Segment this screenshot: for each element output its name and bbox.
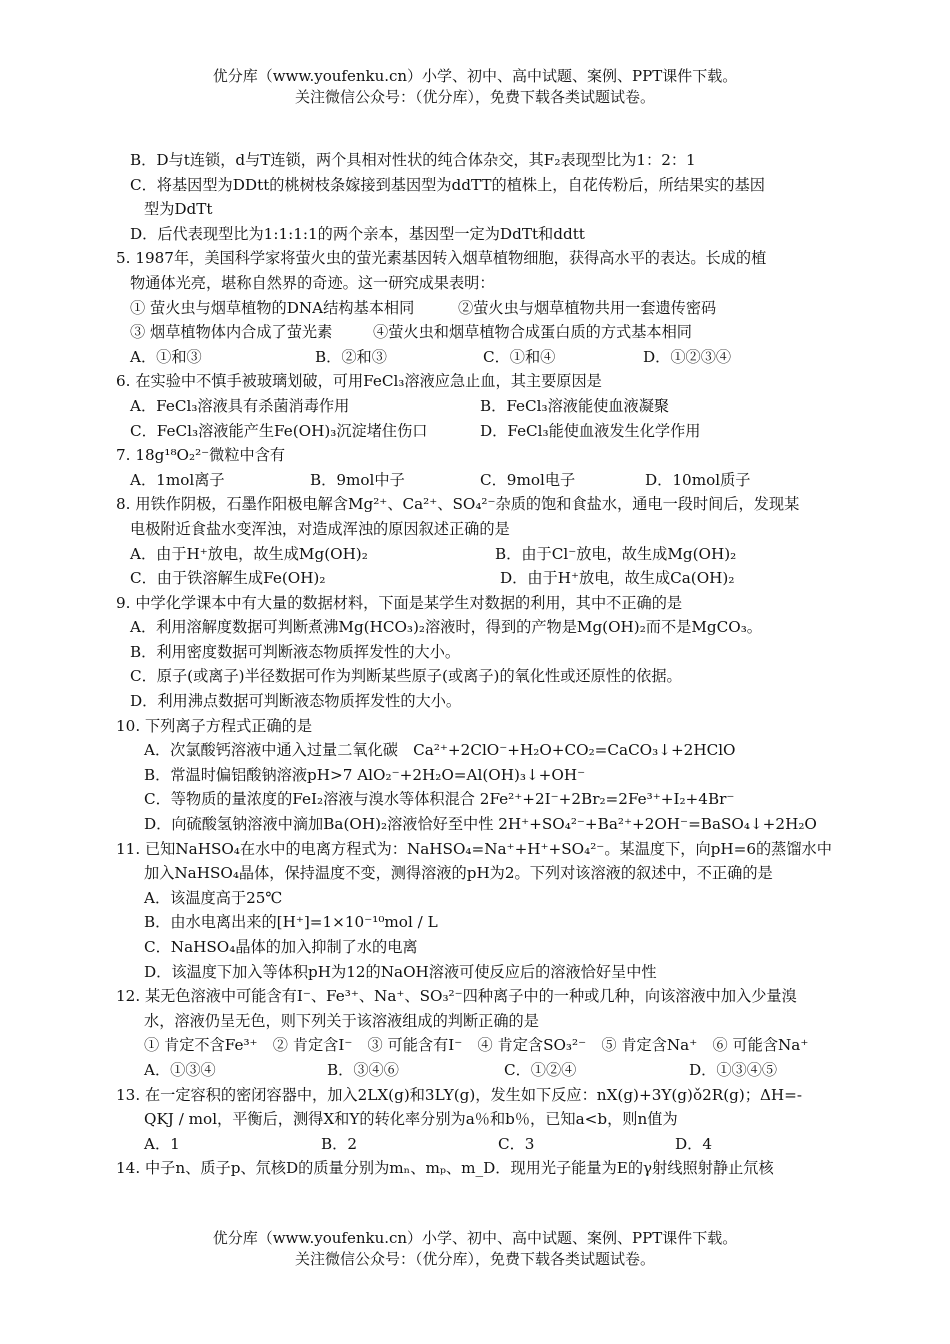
q13-option-a: A．1 (144, 1134, 180, 1153)
q12-stem: 12. 某无色溶液中可能含有I⁻、Fe³⁺、Na⁺、SO₃²⁻四种离子中的一种或几种，向该溶液中加入少量溴 (116, 987, 797, 1006)
q10-option-d: D．向硫酸氢钠溶液中滴加Ba(OH)₂溶液恰好至中性 2H⁺+SO₄²⁻+Ba²⁺+2OH⁻=BaSO₄↓+2H₂O (144, 815, 817, 834)
exam-content (116, 148, 838, 1181)
q13-options (116, 1132, 838, 1157)
q6-options-row2 (116, 419, 838, 444)
header-line-1: 优分库（www.youfenku.cn）小学、初中、高中试题、案例、PPT课件下载。 (212, 67, 738, 85)
q7-options (116, 468, 838, 493)
q4-option-c: C．将基因型为DDtt的桃树枝条嫁接到基因型为ddTT的植株上，自花传粉后，所结果实的基因 (130, 175, 765, 194)
q10-stem: 10. 下列离子方程式正确的是 (116, 716, 313, 735)
q8-options-row1 (116, 542, 838, 567)
q10-option-b: B．常温时偏铝酸钠溶液pH>7 AlO₂⁻+2H₂O=Al(OH)₃↓+OH⁻ (144, 765, 586, 784)
q8-option-d: D．由于H⁺放电，故生成Ca(OH)₂ (500, 569, 735, 588)
q12-stem-cont: 水，溶液仍呈无色，则下列关于该溶液组成的判断正确的是 (144, 1011, 539, 1030)
q5-stem-cont: 物通体光亮，堪称自然界的奇迹。这一研究成果表明： (130, 273, 495, 292)
q12-option-a: A．①③④ (144, 1060, 216, 1079)
q6-option-d: D．FeCl₃能使血液发生化学作用 (480, 421, 701, 440)
q8-options-row2 (116, 566, 838, 591)
q12-options (116, 1058, 838, 1083)
q8-option-a: A．由于H⁺放电，故生成Mg(OH)₂ (130, 544, 368, 563)
q7-option-a: A．1mol离子 (130, 470, 225, 489)
header-line-2: 关注微信公众号：（优分库），免费下载各类试题试卷。 (294, 88, 655, 106)
q6-option-c: C．FeCl₃溶液能产生Fe(OH)₃沉淀堵住伤口 (130, 421, 428, 440)
q6-option-a: A．FeCl₃溶液具有杀菌消毒作用 (130, 396, 350, 415)
q6-options-row1 (116, 394, 838, 419)
page-footer (0, 1228, 950, 1270)
q8-stem-cont: 电极附近食盐水变浑浊，对造成浑浊的原因叙述正确的是 (130, 519, 510, 538)
q5-stem: 5. 1987年，美国科学家将萤火虫的萤光素基因转入烟草植物细胞，获得高水平的表达。长成的植 (116, 249, 767, 268)
q7-stem: 7. 18g¹⁸O₂²⁻微粒中含有 (116, 446, 286, 465)
q9-stem: 9. 中学化学课本中有大量的数据材料，下面是某学生对数据的利用，其中不正确的是 (116, 593, 683, 612)
page-header (0, 66, 950, 108)
q9-option-d: D．利用沸点数据可判断液态物质挥发性的大小。 (130, 692, 462, 711)
q5-statement-1: ① 萤火虫与烟草植物的DNA结构基本相同 (130, 298, 415, 317)
q9-option-b: B．利用密度数据可判断液态物质挥发性的大小。 (130, 642, 461, 661)
q5-statement-3: ③ 烟草植物体内合成了萤光素 (130, 323, 333, 342)
q4-option-d: D．后代表现型比为1:1:1:1的两个亲本，基因型一定为DdTt和ddtt (130, 224, 585, 243)
q5-statement-2: ②萤火虫与烟草植物共用一套遗传密码 (458, 298, 717, 317)
footer-line-2: 关注微信公众号：（优分库），免费下载各类试题试卷。 (294, 1250, 655, 1268)
q12-option-d: D．①③④⑤ (689, 1060, 778, 1079)
q8-option-c: C．由于铁溶解生成Fe(OH)₂ (130, 569, 326, 588)
q9-option-a: A．利用溶解度数据可判断煮沸Mg(HCO₃)₂溶液时，得到的产物是Mg(OH)₂而不是MgCO₃。 (130, 618, 762, 637)
q5-options (116, 345, 838, 370)
q10-option-c: C．等物质的量浓度的FeI₂溶液与溴水等体积混合 2Fe²⁺+2I⁻+2Br₂=2Fe³⁺+I₂+4Br⁻ (144, 790, 735, 809)
q5-option-c: C．①和④ (483, 347, 556, 366)
q8-stem: 8. 用铁作阴极，石墨作阳极电解含Mg²⁺、Ca²⁺、SO₄²⁻杂质的饱和食盐水，通电一段时间后，发现某 (116, 495, 800, 514)
q5-statements-row2 (116, 320, 838, 345)
q6-stem: 6. 在实验中不慎手被玻璃划破，可用FeCl₃溶液应急止血，其主要原因是 (116, 372, 602, 391)
q11-option-d: D．该温度下加入等体积pH为12的NaOH溶液可使反应后的溶液恰好呈中性 (144, 962, 657, 981)
q8-option-b: B．由于Cl⁻放电，故生成Mg(OH)₂ (495, 544, 737, 563)
q5-statements-row1 (116, 296, 838, 321)
q13-stem: 13. 在一定容积的密闭容器中，加入2LX(g)和3LY(g)，发生如下反应：nX(g)+3Y(g)ǒ2R(g)；ΔH=- (116, 1085, 803, 1104)
footer-line-1: 优分库（www.youfenku.cn）小学、初中、高中试题、案例、PPT课件下载。 (212, 1229, 738, 1247)
q13-option-c: C．3 (498, 1134, 535, 1153)
q12-option-b: B．③④⑥ (327, 1060, 399, 1079)
q7-option-c: C．9mol电子 (480, 470, 576, 489)
q13-option-d: D．4 (675, 1134, 713, 1153)
q12-option-c: C．①②④ (504, 1060, 577, 1079)
q9-option-c: C．原子(或离子)半径数据可作为判断某些原子(或离子)的氧化性或还原性的依据。 (130, 667, 682, 686)
q11-option-b: B．由水电离出来的[H⁺]=1×10⁻¹⁰mol / L (144, 913, 438, 932)
q7-option-b: B．9mol中子 (310, 470, 405, 489)
q11-stem: 11. 已知NaHSO₄在水中的电离方程式为：NaHSO₄=Na⁺+H⁺+SO₄²⁻。某温度下，向pH=6的蒸馏水中 (116, 839, 832, 858)
q10-option-a: A．次氯酸钙溶液中通入过量二氧化碳 Ca²⁺+2ClO⁻+H₂O+CO₂=CaCO₃↓+2HClO (144, 741, 736, 760)
q11-option-a: A．该温度高于25℃ (144, 888, 283, 907)
q4-option-c-cont: 型为DdTt (144, 200, 213, 219)
q7-option-d: D．10mol质子 (645, 470, 751, 489)
q13-stem-cont: QKJ / mol，平衡后，测得X和Y的转化率分别为a％和b％，已知a<b，则n值为 (144, 1110, 678, 1129)
q12-statements: ① 肯定不含Fe³⁺ ② 肯定含I⁻ ③ 可能含有I⁻ ④ 肯定含SO₃²⁻ ⑤ 肯定含Na⁺ ⑥ 可能含Na⁺ (144, 1036, 809, 1055)
q4-option-b: B．D与t连锁，d与T连锁，两个具相对性状的纯合体杂交，其F₂表现型比为1：2：1 (130, 151, 696, 169)
q6-option-b: B．FeCl₃溶液能使血液凝聚 (480, 396, 670, 415)
q11-stem-cont: 加入NaHSO₄晶体，保持温度不变，测得溶液的pH为2。下列对该溶液的叙述中，不正确的是 (144, 864, 773, 883)
q14-stem: 14. 中子n、质子p、氘核D的质量分别为mₙ、mₚ、m_D．现用光子能量为E的γ射线照射静止氘核 (116, 1159, 774, 1178)
q11-option-c: C．NaHSO₄晶体的加入抑制了水的电离 (144, 938, 418, 956)
q13-option-b: B．2 (321, 1134, 358, 1153)
q5-option-d: D．①②③④ (643, 347, 732, 366)
q5-option-a: A．①和③ (130, 347, 202, 366)
q5-statement-4: ④萤火虫和烟草植物合成蛋白质的方式基本相同 (373, 323, 692, 342)
q5-option-b: B．②和③ (315, 347, 387, 366)
